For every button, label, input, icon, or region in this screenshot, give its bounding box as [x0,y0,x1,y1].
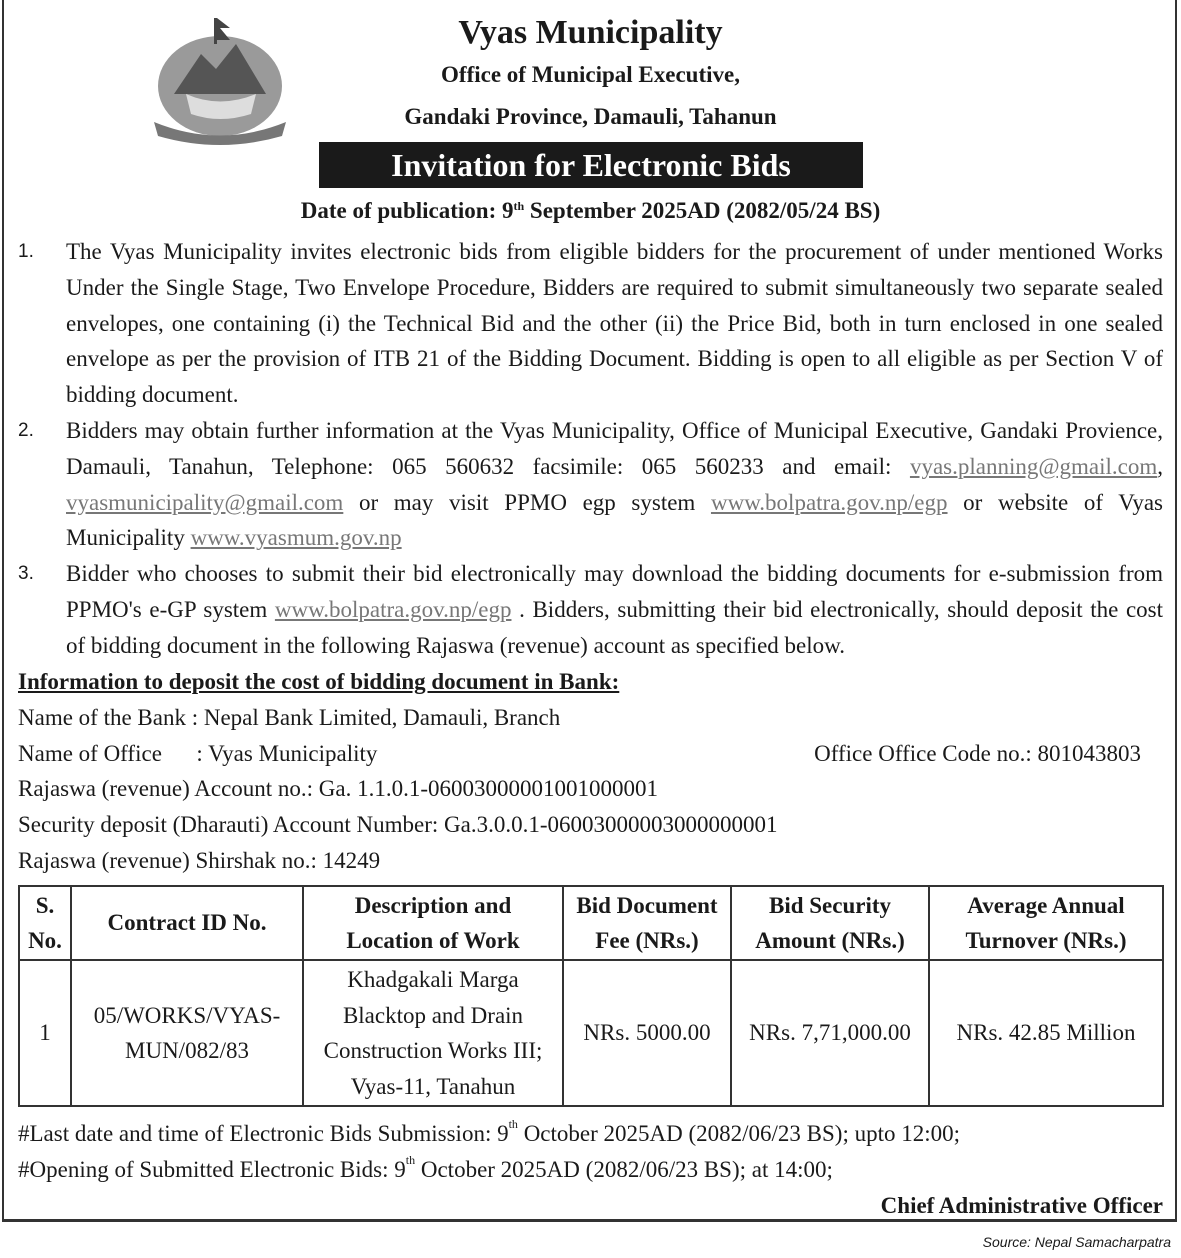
opening-date: #Opening of Submitted Electronic Bids: 9th October 2025AD (2082/06/23 BS); at 14:00; [18,1153,833,1182]
bank-name: Name of the Bank : Nepal Bank Limited, Damauli, Branch [18,704,561,730]
table-header-row [19,886,1163,960]
cell-turnover: NRs. 42.85 Million [929,960,1163,1106]
bank-info-heading: Information to deposit the cost of bidding document in Bank: [18,669,620,694]
signatory: Chief Administrative Officer [880,1193,1163,1218]
col-contract-id: Contract ID No. [71,886,303,960]
item-text: The Vyas Municipality invites electronic bids from eligible bidders for the procurement of under mentioned Works Under the Single Stage, Two Envelope Procedure, Bidders are required to submit simultaneously two separate sealed envelopes, one containing (i) the Technical Bid and the other (ii) the Price Bid, both in turn enclosed in one sealed envelope as per the provision of ITB 21 of the Bidding Document. Bidding is open to all eligible as per Section V of bidding document. [66,239,1163,408]
shirshak-number: Rajaswa (revenue) Shirshak no.: 14249 [18,847,381,873]
website-link[interactable]: www.vyasmum.gov.np [190,525,402,551]
col-sno: S. No. [19,886,71,960]
footer [18,1116,1163,1224]
notice-item [18,413,1163,556]
email-link-municipality[interactable]: vyasmunicipality@gmail.com [66,489,344,515]
bank-info [18,664,1163,879]
email-link-planning[interactable]: vyas.planning@gmail.com [909,453,1158,479]
col-security: Bid Security Amount (NRs.) [731,886,929,960]
notice-item [18,234,1163,413]
notice-item [18,556,1163,663]
item-text: Bidders may obtain further information at the Vyas Municipality, Office of Municipal Executive, Gandaki Provience, Damauli, Tanahun, Telephone: 065 560632 facsimile: 065 560233 and email: vyas.planning@gmail.com, vyasmunicipality@gmail.com or may visit PPMO egp system www.bolpatra.gov.np/egp or website of Vyas Municipality www.vyasmum.gov.np [66,417,1163,551]
security-account: Security deposit (Dharauti) Account Number: Ga.3.0.0.1-06003000003000000001 [18,812,778,838]
header [0,12,1181,138]
office-code: Office Office Code no.: 801043803 [814,740,1141,766]
item-text: Bidder who chooses to submit their bid electronically may download the bidding documents for e-submission from PPMO's e-GP system www.bolpatra.gov.np/egp . Bidders, submitting their bid electronically, should deposit the cost of bidding document in the following Rajaswa (revenue) account as specified below. [66,561,1163,658]
table-row [19,960,1163,1106]
works-table [18,885,1164,1107]
cell-description: Khadgakali Marga Blacktop and Drain Construction Works III; Vyas-11, Tanahun [303,960,563,1106]
item-number: 3. [18,563,34,585]
notice-banner: Invitation for Electronic Bids [319,142,863,188]
office-name: Name of Office : Vyas Municipality [18,740,378,766]
address-subtitle: Gandaki Province, Damauli, Tahanun [404,104,777,129]
bolpatra-link[interactable]: www.bolpatra.gov.np/egp [274,596,512,622]
notice-items [18,234,1163,664]
office-subtitle: Office of Municipal Executive, [441,62,740,87]
bolpatra-link[interactable]: www.bolpatra.gov.np/egp [710,489,948,515]
cell-security: NRs. 7,71,000.00 [731,960,929,1106]
source-credit: Source: Nepal Samacharpatra [982,1234,1171,1250]
col-turnover: Average Annual Turnover (NRs.) [929,886,1163,960]
revenue-account: Rajaswa (revenue) Account no.: Ga. 1.1.0.1-06003000001001000001 [18,776,659,802]
cell-sno: 1 [19,960,71,1106]
col-fee: Bid Document Fee (NRs.) [563,886,731,960]
last-date: #Last date and time of Electronic Bids Submission: 9th October 2025AD (2082/06/23 BS); upto 12:00; [18,1117,961,1146]
item-number: 2. [18,419,34,441]
publication-date: Date of publication: 9th September 2025AD (2082/05/24 BS) [300,198,881,223]
cell-contract-id: 05/WORKS/VYAS- MUN/082/83 [71,960,303,1106]
col-description: Description and Location of Work [303,886,563,960]
cell-fee: NRs. 5000.00 [563,960,731,1106]
item-number: 1. [18,241,34,262]
municipality-title: Vyas Municipality [458,14,723,51]
